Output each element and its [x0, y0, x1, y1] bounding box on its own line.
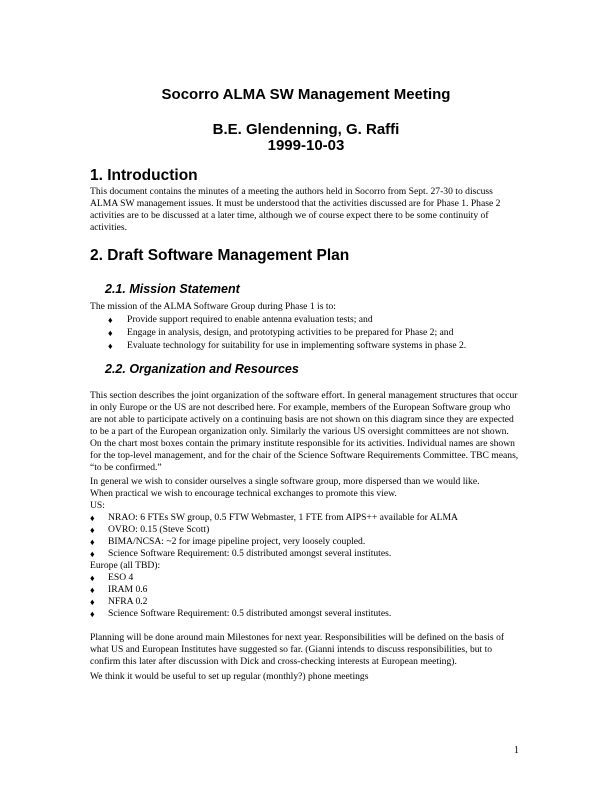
europe-item: IRAM 0.6: [108, 584, 148, 595]
us-item: OVRO: 0.15 (Steve Scott): [108, 524, 210, 535]
mission-intro: The mission of the ALMA Software Group during Phase 1 is to:: [90, 301, 336, 312]
section-heading-management-plan: 2. Draft Software Management Plan: [90, 247, 350, 264]
europe-item: Science Software Requirement: 0.5 distributed amongst several institutes.: [108, 608, 392, 619]
section-heading-introduction: 1. Introduction: [90, 167, 198, 184]
mission-item: Provide support required to enable antenna evaluation tests; and: [127, 314, 373, 325]
bullet-icon: ♦: [108, 341, 113, 351]
us-label: US:: [90, 500, 105, 511]
europe-item: ESO 4: [108, 572, 134, 583]
us-item: NRAO: 6 FTEs SW group, 0.5 FTW Webmaster, 1 FTE from AIPS++ available for ALMA: [108, 512, 458, 523]
europe-item: NFRA 0.2: [108, 596, 148, 607]
bullet-icon: ♦: [90, 597, 95, 607]
subsection-heading-mission: 2.1. Mission Statement: [105, 282, 240, 296]
bullet-icon: ♦: [90, 537, 95, 547]
page-number: 1: [514, 745, 519, 756]
subsection-heading-organization: 2.2. Organization and Resources: [105, 362, 299, 376]
introduction-paragraph: This document contains the minutes of a meeting the authors held in Socorro from Sept. 27-30 to discuss ALMA SW management issues. It must be understood that the activities discussed are for Phase 1. Phase 2 activities are to be discussed at a later time, although we of course expect there to be some continuity of activities.: [90, 186, 501, 233]
document-authors: B.E. Glendenning, G. Raffi: [212, 121, 400, 138]
bullet-icon: ♦: [90, 549, 95, 559]
planning-paragraph: Planning will be done around main Milestones for next year. Responsibilities will be defined on the basis of what US and European Institutes have suggested so far. (Gianni intends to discuss responsibilities, but to confirm this later after discussion with Dick and cross-checking interests at European meeting).: [90, 632, 505, 667]
bullet-icon: ♦: [90, 609, 95, 619]
mission-item: Engage in analysis, design, and prototyping activities to be prepared for Phase 2; and: [127, 327, 454, 338]
document-date: 1999-10-03: [267, 137, 345, 154]
us-item: BIMA/NCSA: ~2 for image pipeline project, very loosely coupled.: [108, 536, 366, 547]
organization-paragraph: This section describes the joint organization of the software effort. In general management structures that occur in only Europe or the US are not described here. For example, members of the European Software group who are not able to participate actively on a continuing basis are not shown on this diagram since they are expected to be a part of the European organization only. Similarly the various US oversight committees are not shown. On the chart most boxes contain the primary institute responsible for its activities. Individual names are shown for the top-level management, and for the chair of the Science Software Requirements Committee. TBC means, “to be confirmed.”: [90, 390, 519, 473]
mission-item: Evaluate technology for suitability for use in implementing software systems in phase 2.: [127, 340, 467, 351]
europe-label: Europe (all TBD):: [90, 560, 161, 571]
organization-paragraph-2: In general we wish to consider ourselves a single software group, more dispersed than we would like.: [90, 476, 480, 487]
document-title: Socorro ALMA SW Management Meeting: [161, 86, 451, 103]
bullet-icon: ♦: [90, 525, 95, 535]
organization-paragraph-2b: When practical we wish to encourage technical exchanges to promote this view.: [90, 488, 397, 499]
bullet-icon: ♦: [90, 585, 95, 595]
bullet-icon: ♦: [108, 328, 113, 338]
phone-meetings-paragraph: We think it would be useful to set up regular (monthly?) phone meetings: [90, 671, 369, 682]
bullet-icon: ♦: [90, 573, 95, 583]
us-item: Science Software Requirement: 0.5 distributed amongst several institutes.: [108, 548, 392, 559]
bullet-icon: ♦: [108, 315, 113, 325]
bullet-icon: ♦: [90, 513, 95, 523]
